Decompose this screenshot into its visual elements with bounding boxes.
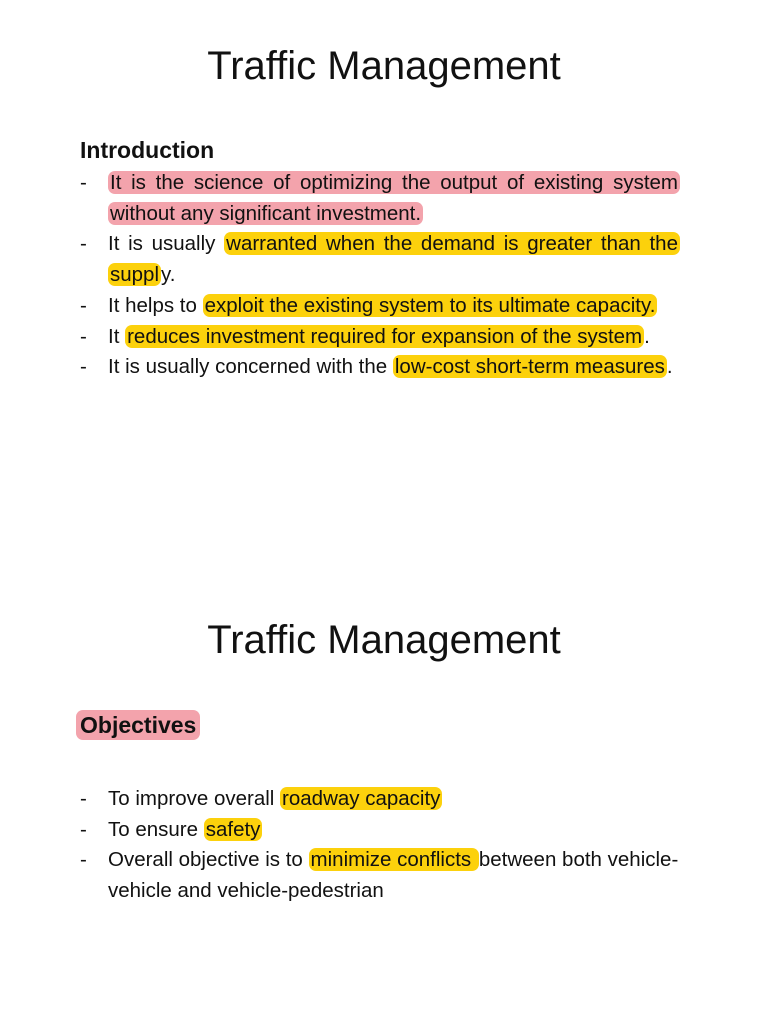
highlighted-text: safety <box>205 817 261 841</box>
highlighted-text: low-cost short-term measures <box>394 355 665 379</box>
bullet-dash: - <box>80 324 87 348</box>
bullet-dash: - <box>80 232 87 256</box>
list-item <box>80 229 680 290</box>
bullet-text: It helps to <box>108 293 203 317</box>
bullet-text: . <box>644 324 650 348</box>
bullet-text: . <box>666 355 673 379</box>
bullet-text: y. <box>161 263 176 287</box>
slide-title: Traffic Management <box>207 44 561 88</box>
highlighted-text: minimize conflicts <box>310 848 477 872</box>
list-item <box>80 815 680 846</box>
bullet-text: between both vehicle-vehicle and vehicle-pedestrian <box>108 848 679 903</box>
highlighted-text: It is the science of optimizing the output of existing system without any significant investment. <box>110 171 678 225</box>
section-heading-introduction: Introduction <box>80 137 215 163</box>
bullet-text: To improve overall <box>108 787 281 810</box>
bullet-dash: - <box>80 848 87 872</box>
bullet-dash: - <box>80 787 87 810</box>
highlighted-text: roadway capacity <box>282 787 441 810</box>
list-item <box>80 168 680 229</box>
introduction-list <box>80 168 680 383</box>
objectives-list <box>80 784 680 907</box>
bullet-dash: - <box>80 171 87 194</box>
bullet-dash: - <box>80 293 87 317</box>
list-item <box>80 784 680 815</box>
bullet-text: To ensure <box>108 817 204 841</box>
bullet-text: It is usually <box>108 232 225 256</box>
highlighted-text: warranted when the demand is greater than the suppl <box>110 232 678 287</box>
bullet-dash: - <box>80 817 87 841</box>
bullet-text: It <box>108 324 126 348</box>
bullet-text: Overall objective is to <box>108 848 309 872</box>
highlighted-text: reduces investment required for expansion of the system <box>127 324 643 348</box>
bullet-text: It is usually concerned with the <box>108 355 393 379</box>
list-item <box>80 845 680 906</box>
highlighted-text: exploit the existing system to its ultimate capacity. <box>204 293 656 317</box>
slide-title: Traffic Management <box>207 618 561 662</box>
list-item <box>80 291 680 322</box>
section-heading-objectives: Objectives <box>76 710 200 740</box>
bullet-dash: - <box>80 355 87 379</box>
list-item <box>80 352 680 383</box>
list-item <box>80 322 680 353</box>
slide-objectives <box>0 512 768 1024</box>
